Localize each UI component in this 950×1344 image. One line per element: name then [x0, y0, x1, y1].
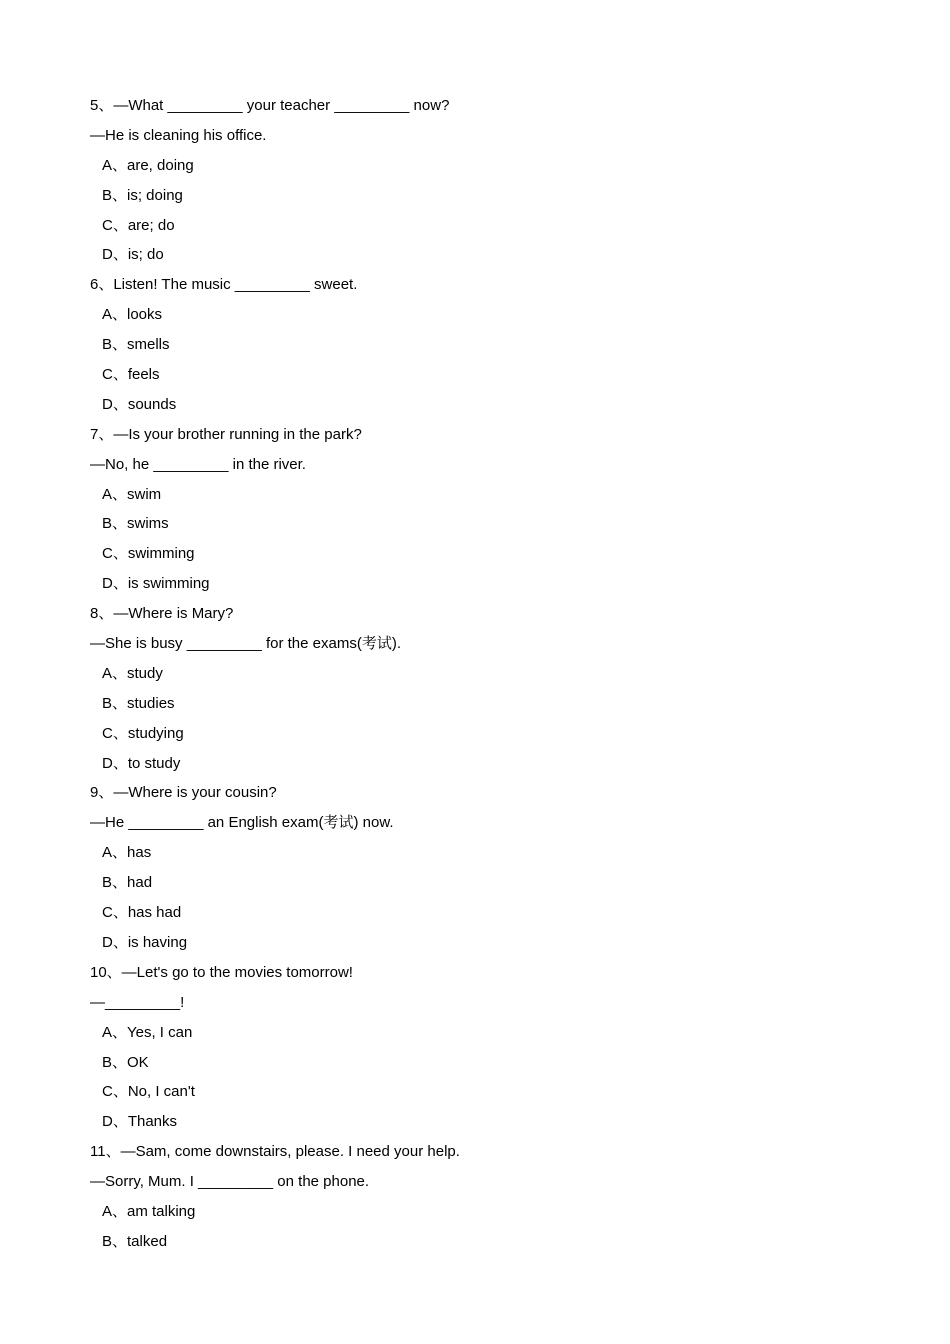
question-10-response: —_________! — [90, 993, 185, 1011]
question-10-option-d: D、Thanks — [102, 1113, 178, 1131]
question-5-option-b: B、is; doing — [102, 186, 183, 204]
question-5-stem: 5、—What _________ your teacher _________ now? — [90, 97, 450, 114]
question-8-option-b: B、studies — [102, 694, 175, 712]
question-8-stem: 8、—Where is Mary? — [90, 605, 234, 623]
question-7-option-c: C、swimming — [102, 545, 195, 563]
question-7-response: —No, he _________ in the river. — [90, 455, 306, 473]
question-5-option-d: D、is; do — [102, 246, 164, 264]
question-11-option-a: A、am talking — [102, 1202, 196, 1220]
question-8-option-a: A、study — [102, 664, 163, 682]
question-10-stem: 10、—Let's go to the movies tomorrow! — [90, 963, 353, 981]
question-8-response: —She is busy _________ for the exams(考试). — [90, 635, 401, 653]
question-7-stem: 7、—Is your brother running in the park? — [90, 425, 362, 443]
question-10-option-a: A、Yes, I can — [102, 1023, 193, 1041]
question-6-option-d: D、sounds — [102, 395, 177, 413]
question-11-option-b: B、talked — [102, 1232, 168, 1250]
question-6 — [90, 270, 890, 419]
question-8-option-d: D、to study — [102, 754, 181, 772]
question-10-option-c: C、No, I can't — [102, 1083, 195, 1101]
question-10 — [90, 958, 890, 1137]
question-8 — [90, 599, 890, 778]
question-7-option-b: B、swims — [102, 515, 169, 533]
question-11-stem: 11、—Sam, come downstairs, please. I need your help. — [90, 1143, 460, 1161]
question-11-response: —Sorry, Mum. I _________ on the phone. — [90, 1173, 370, 1191]
question-9-option-b: B、had — [102, 874, 153, 892]
question-6-stem: 6、Listen! The music _________ sweet. — [90, 276, 358, 294]
question-7-option-d: D、is swimming — [102, 575, 210, 593]
question-9 — [90, 778, 890, 957]
question-9-option-a: A、has — [102, 844, 152, 862]
question-6-option-b: B、smells — [102, 336, 170, 354]
question-5-option-a: A、are, doing — [102, 156, 194, 174]
question-6-option-a: A、looks — [102, 306, 163, 324]
question-7 — [90, 420, 890, 599]
question-9-response: —He _________ an English exam(考试) now. — [90, 814, 394, 832]
question-6-option-c: C、feels — [102, 366, 160, 384]
question-11 — [90, 1137, 890, 1257]
question-list — [90, 91, 890, 1257]
question-9-option-d: D、is having — [102, 933, 188, 951]
question-5-option-c: C、are; do — [102, 216, 175, 234]
question-7-option-a: A、swim — [102, 485, 162, 503]
question-8-option-c: C、studying — [102, 724, 184, 742]
question-10-option-b: B、OK — [102, 1053, 149, 1071]
question-9-stem: 9、—Where is your cousin? — [90, 784, 277, 802]
question-5-response: —He is cleaning his office. — [90, 126, 267, 144]
question-5 — [90, 91, 890, 270]
question-9-option-c: C、has had — [102, 904, 182, 922]
